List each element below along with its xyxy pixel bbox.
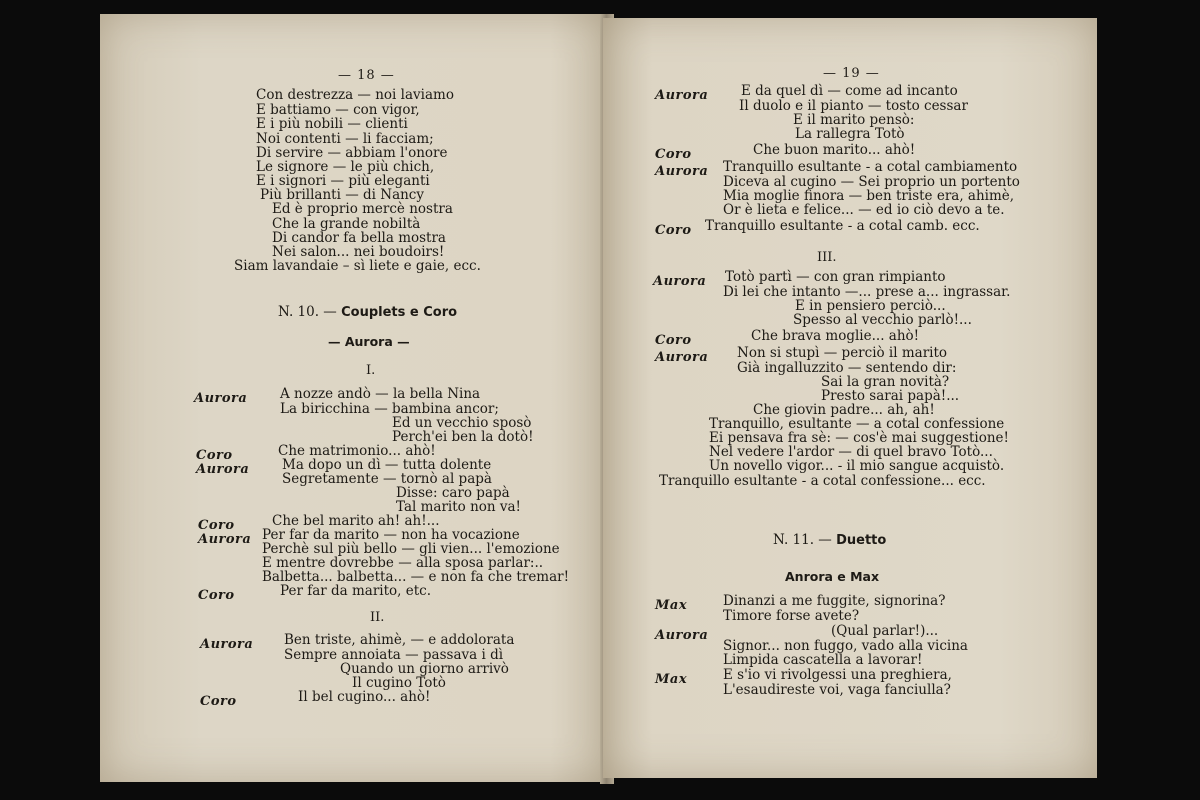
verse-line: Ed è proprio mercè nostra (272, 201, 453, 217)
verse-line: Nei salon... nei boudoirs! (272, 244, 445, 260)
page-number: — 19 — (823, 66, 880, 81)
verse-line: Disse: caro papà (396, 485, 510, 501)
speaker-label: Coro (200, 694, 237, 709)
verse-line: Perch'ei ben la dotò! (392, 429, 534, 445)
verse-line: Timore forse avete? (723, 608, 860, 624)
verse-line: E i signori — più eleganti (256, 173, 430, 189)
speaker-label: Coro (198, 588, 235, 603)
speaker-label: Aurora (200, 637, 254, 652)
verse-line: Che la grande nobiltà (272, 216, 421, 232)
verse-line: E da quel dì — come ad incanto (741, 83, 958, 99)
verse-line: Tranquillo esultante - a cotal camb. ecc. (705, 218, 980, 234)
verse-line: Più brillanti — di Nancy (260, 187, 424, 203)
verse-line: La biricchina — bambina ancor; (280, 401, 499, 417)
verse-line: Un novello vigor... - il mio sangue acquistò. (709, 458, 1005, 474)
stanza-number: III. (817, 250, 837, 265)
speaker-label: Aurora (198, 532, 252, 547)
verse-line: Sempre annoiata — passava i dì (284, 647, 504, 663)
verse-line: Di servire — abbiam l'onore (256, 145, 448, 161)
verse-line: Balbetta... balbetta... — e non fa che tremar! (262, 569, 570, 585)
verse-line: Limpida cascatella a lavorar! (723, 652, 923, 668)
verse-line: Che giovin padre... ah, ah! (753, 402, 935, 418)
verse-line: Ben triste, ahimè, — e addolorata (284, 632, 515, 648)
left-page (100, 14, 612, 782)
verse-line: Ed un vecchio sposò (392, 415, 532, 431)
verse-line: Il duolo e il pianto — tosto cessar (739, 98, 968, 114)
verse-line: Tranquillo esultante - a cotal confessione... ecc. (659, 473, 986, 489)
page-number: — 18 — (338, 68, 395, 83)
verse-line: Diceva al cugino — Sei proprio un portento (723, 174, 1020, 190)
speaker-label: Coro (655, 333, 692, 348)
speaker-label: Aurora (655, 350, 709, 365)
verse-line: Dinanzi a me fuggite, signorina? (723, 593, 946, 609)
verse-line: Signor... non fuggo, vado alla vicina (723, 638, 968, 654)
right-page (603, 18, 1097, 778)
verse-line: Con destrezza — noi laviamo (256, 87, 454, 103)
verse-line: Nel vedere l'ardor — di quel bravo Totò... (709, 444, 993, 460)
speaker-label: Max (655, 672, 688, 687)
stanza-number: II. (370, 610, 385, 625)
section-subtitle: Anrora e Max (785, 569, 880, 584)
speaker-label: Aurora (196, 462, 250, 477)
verse-line: Tranquillo esultante - a cotal cambiamento (723, 159, 1018, 175)
speaker-label: Coro (655, 147, 692, 162)
verse-line: Che buon marito... ahò! (753, 142, 916, 158)
verse-line: Le signore — le più chich, (256, 159, 435, 175)
section-title: Couplets e Coro (341, 305, 458, 320)
verse-line: Per far da marito, etc. (280, 583, 432, 599)
verse-line: Noi contenti — li facciam; (256, 131, 434, 147)
verse-line: Sai la gran novità? (821, 374, 950, 390)
verse-line: (Qual parlar!)... (831, 623, 939, 639)
verse-line: Il bel cugino... ahò! (298, 689, 431, 705)
section-number: N. 11. — (773, 532, 832, 548)
speaker-label: Aurora (655, 164, 709, 179)
verse-line: Tal marito non va! (396, 499, 521, 515)
verse-line: Ma dopo un dì — tutta dolente (282, 457, 492, 473)
speaker-label: Aurora (655, 628, 709, 643)
section-heading (278, 304, 457, 320)
verse-line: Che matrimonio... ahò! (278, 443, 436, 459)
section-title: Duetto (836, 533, 887, 548)
speaker-label: Aurora (655, 88, 709, 103)
verse-line: Siam lavandaie – sì liete e gaie, ecc. (234, 258, 481, 274)
verse-line: Non si stupì — perciò il marito (737, 345, 948, 361)
verse-line: Quando un giorno arrivò (340, 661, 509, 677)
stanza-number: I. (366, 363, 376, 378)
verse-line: Segretamente — tornò al papà (282, 471, 492, 487)
verse-line: E s'io vi rivolgessi una preghiera, (723, 667, 952, 683)
verse-line: Ei pensava fra sè: — cos'è mai suggestione! (709, 430, 1009, 446)
speaker-label: Max (655, 598, 688, 613)
verse-line: Tranquillo, esultante — a cotal confessione (709, 416, 1005, 432)
verse-line: Perchè sul più bello — gli vien... l'emozione (262, 541, 560, 557)
verse-line: Per far da marito — non ha vocazione (262, 527, 520, 543)
verse-line: La rallegra Totò (795, 126, 905, 142)
verse-line: Già ingalluzzito — sentendo dir: (737, 360, 957, 376)
verse-line: L'esaudireste voi, vaga fanciulla? (723, 682, 951, 698)
speaker-label: Coro (196, 448, 233, 463)
verse-line: Che bel marito ah! ah!... (272, 513, 440, 529)
verse-line: E il marito pensò: (793, 112, 915, 128)
section-number: N. 10. — (278, 304, 337, 320)
speaker-label: Aurora (194, 391, 248, 406)
verse-line: E battiamo — con vigor, (256, 102, 420, 118)
verse-line: Il cugino Totò (352, 675, 446, 691)
verse-line: Totò partì — con gran rimpianto (725, 269, 946, 285)
verse-line: Di candor fa bella mostra (272, 230, 446, 246)
verse-line: Or è lieta e felice... — ed io ciò devo a te. (723, 202, 1005, 218)
verse-line: E mentre dovrebbe — alla sposa parlar:.. (262, 555, 544, 571)
verse-line: Spesso al vecchio parlò!... (793, 312, 972, 328)
verse-line: Che brava moglie... ahò! (751, 328, 920, 344)
verse-line: Mia moglie finora — ben triste era, ahimè, (723, 188, 1015, 204)
speaker-label: Aurora (653, 274, 707, 289)
section-heading (773, 532, 886, 548)
verse-line: E i più nobili — clienti (256, 116, 408, 132)
verse-line: A nozze andò — la bella Nina (280, 386, 481, 402)
verse-line: E in pensiero perciò... (795, 298, 946, 314)
speaker-label: Coro (198, 518, 235, 533)
section-subtitle: — Aurora — (328, 334, 410, 349)
speaker-label: Coro (655, 223, 692, 238)
verse-line: Presto sarai papà!... (821, 388, 960, 404)
verse-line: Di lei che intanto —... prese a... ingrassar. (723, 284, 1011, 300)
